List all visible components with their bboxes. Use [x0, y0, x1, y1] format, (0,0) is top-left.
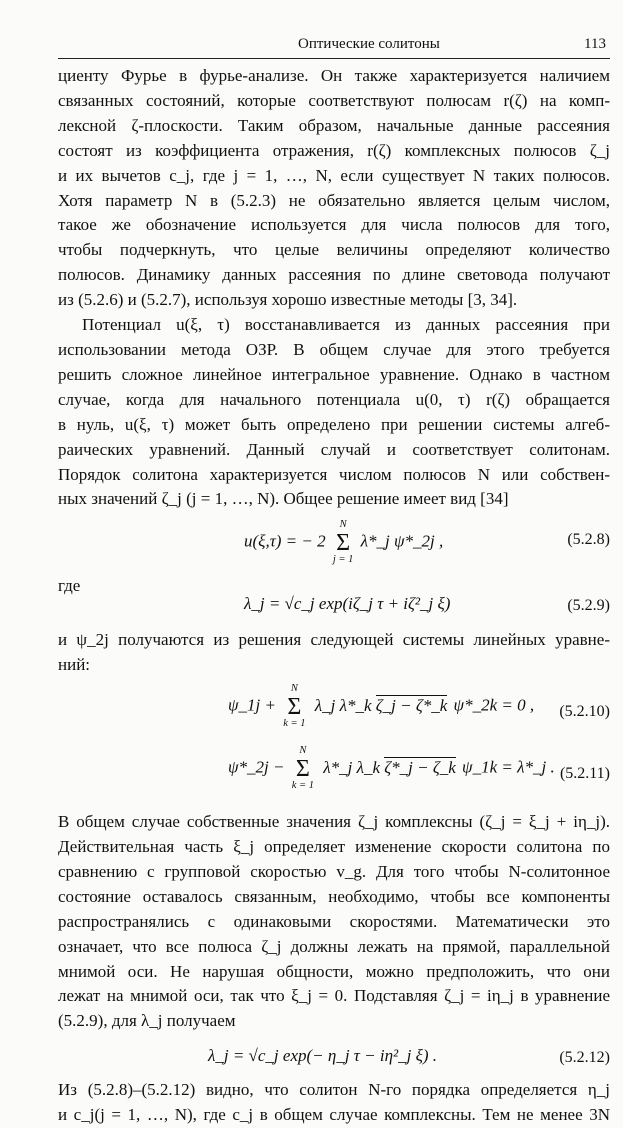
- text-line: Хотя параметр N в (5.2.3) не обязательно является целым числом,: [58, 190, 610, 210]
- fraction-numerator: λ_j λ*_k: [314, 696, 372, 716]
- equation-number: (5.2.9): [567, 597, 610, 615]
- text-line: Действительная часть ξ_j определяет изменение скорости солитона по: [58, 837, 610, 857]
- equation-5-2-11: [58, 744, 610, 806]
- sum-upper-limit: N: [339, 519, 347, 531]
- sum-upper-limit: N: [299, 745, 307, 757]
- equation-5-2-8: [58, 516, 610, 570]
- paragraph-4: [58, 810, 610, 1034]
- equation-number: (5.2.12): [559, 1049, 610, 1067]
- equation-5-2-12: [58, 1040, 610, 1076]
- fraction-denominator: ζ_j − ζ*_k: [375, 696, 448, 716]
- text-line: из (5.2.6) и (5.2.7), используя хорошо известные методы [3, 34].: [58, 290, 518, 310]
- sum-lower-limit: k = 1: [291, 779, 315, 791]
- fraction: [323, 756, 456, 781]
- equation-5-2-10: [58, 682, 610, 740]
- text-line: сравнению с групповой скоростью v_g. Для того чтобы N-солитонное: [58, 861, 610, 881]
- equation-number: (5.2.10): [559, 703, 610, 721]
- text-line: и ψ_2j получаются из решения следующей системы линейных уравне-: [58, 630, 610, 650]
- paragraph-5: [58, 1078, 610, 1128]
- text-line: состояние оставалось связанным, необходимо, чтобы все компоненты: [58, 886, 610, 906]
- text-line: распространялись с одинаковыми скоростями. Математически это: [58, 911, 610, 931]
- text-line: и c_j(j = 1, …, N), где c_j в общем случае комплексны. Тем не менее 3N: [58, 1105, 610, 1125]
- text-line: чтобы подчеркнуть, что целые величины определяют количество: [58, 240, 610, 260]
- sum-lower-limit: k = 1: [283, 717, 306, 729]
- equation-body: [228, 684, 534, 729]
- text-line: циенту Фурье в фурье-анализе. Он также характеризуется наличием: [58, 66, 610, 85]
- paragraph-3: [58, 628, 610, 678]
- where-label: где: [58, 576, 81, 596]
- equation-body: [228, 746, 555, 791]
- sum-lower-limit: j = 1: [332, 553, 354, 565]
- page-body: [58, 64, 610, 1128]
- equation-rhs: ψ_1k = λ*_j .: [462, 757, 555, 777]
- text-line: использовании метода ОЗР. В общем случае для этого требуется: [58, 339, 610, 359]
- sum-symbol: N Σ k = 1: [291, 745, 315, 791]
- paragraph-1: [58, 64, 610, 313]
- page-number: 113: [584, 36, 606, 52]
- text-line: состоят из коэффициента отражения, r(ζ) комплексных полюсов ζ_j: [58, 140, 610, 160]
- fraction-denominator: ζ*_j − ζ_k: [384, 758, 456, 778]
- text-line: лексной ζ-плоскости. Таким образом, начальные данные рассеяния: [58, 115, 610, 135]
- fraction: [315, 694, 448, 719]
- text-line: (5.2.9), для λ_j получаем: [58, 1011, 236, 1031]
- equation-body: [244, 520, 443, 565]
- text-line: лежат на мнимой оси, так что ξ_j = 0. Подставляя ζ_j = iη_j в уравнение: [58, 986, 610, 1006]
- chapter-title: Оптические солитоны: [298, 36, 440, 52]
- text-line: мнимой оси. Не нарушая общности, можно предположить, что они: [58, 961, 610, 981]
- fraction-numerator: λ*_j λ_k: [323, 758, 381, 778]
- equation-rhs: λ*_j ψ*_2j ,: [360, 531, 444, 551]
- equation-number: (5.2.11): [559, 765, 610, 783]
- sum-symbol: N Σ j = 1: [332, 519, 354, 565]
- text-line: означает, что все полюса ζ_j должны лежать на прямой, параллельной: [58, 936, 610, 956]
- text-line: ных значений ζ_j (j = 1, …, N). Общее решение имеет вид [34]: [58, 489, 509, 509]
- equation-rhs: ψ*_2k = 0 ,: [453, 695, 535, 715]
- text-line: в нуль, u(ξ, τ) может быть определено при решении системы алгеб-: [58, 414, 610, 434]
- equation-lhs: ψ_1j +: [228, 695, 277, 715]
- text-line: и их вычетов c_j, где j = 1, …, N, если существует N таких полюсов.: [58, 165, 610, 185]
- equation-body: λ_j = √c_j exp(− η_j τ − iη²_j ξ) .: [208, 1046, 438, 1066]
- text-line: В общем случае собственные значения ζ_j комплексны (ζ_j = ξ_j + iη_j).: [58, 812, 610, 832]
- text-line: Потенциал u(ξ, τ) восстанавливается из данных рассеяния при: [82, 315, 610, 335]
- sum-upper-limit: N: [290, 683, 298, 695]
- text-line: такое же обозначение используется для числа полюсов для того,: [58, 215, 610, 235]
- text-line: решить сложное линейное интегральное уравнение. Однако в частном: [58, 364, 610, 384]
- equation-5-2-9: [58, 590, 610, 624]
- text-line: Из (5.2.8)–(5.2.12) видно, что солитон N-го порядка определяется η_j: [58, 1080, 610, 1100]
- text-line: Порядок солитона характеризуется числом полюсов N или собствен-: [58, 464, 610, 484]
- running-header: [58, 34, 610, 59]
- equation-body: λ_j = √c_j exp(iζ_j τ + iζ²_j ξ): [244, 594, 451, 614]
- text-line: случае, когда для начального потенциала u(0, τ) r(ζ) обращается: [58, 389, 610, 409]
- text-line: связанных состояний, которые соответствуют полюсам r(ζ) на комп-: [58, 90, 610, 110]
- text-line: ний:: [58, 655, 91, 675]
- sum-symbol: N Σ k = 1: [283, 683, 306, 729]
- equation-number: (5.2.8): [567, 531, 610, 549]
- equation-lhs: ψ*_2j −: [228, 757, 285, 777]
- text-line: раических уравнений. Данный случай и соответствует солитонам.: [58, 439, 610, 459]
- text-line: полюсов. Динамику данных рассеяния по длине световода получают: [58, 265, 610, 285]
- equation-lhs: u(ξ,τ) = − 2: [244, 531, 326, 551]
- paragraph-2: [58, 313, 610, 512]
